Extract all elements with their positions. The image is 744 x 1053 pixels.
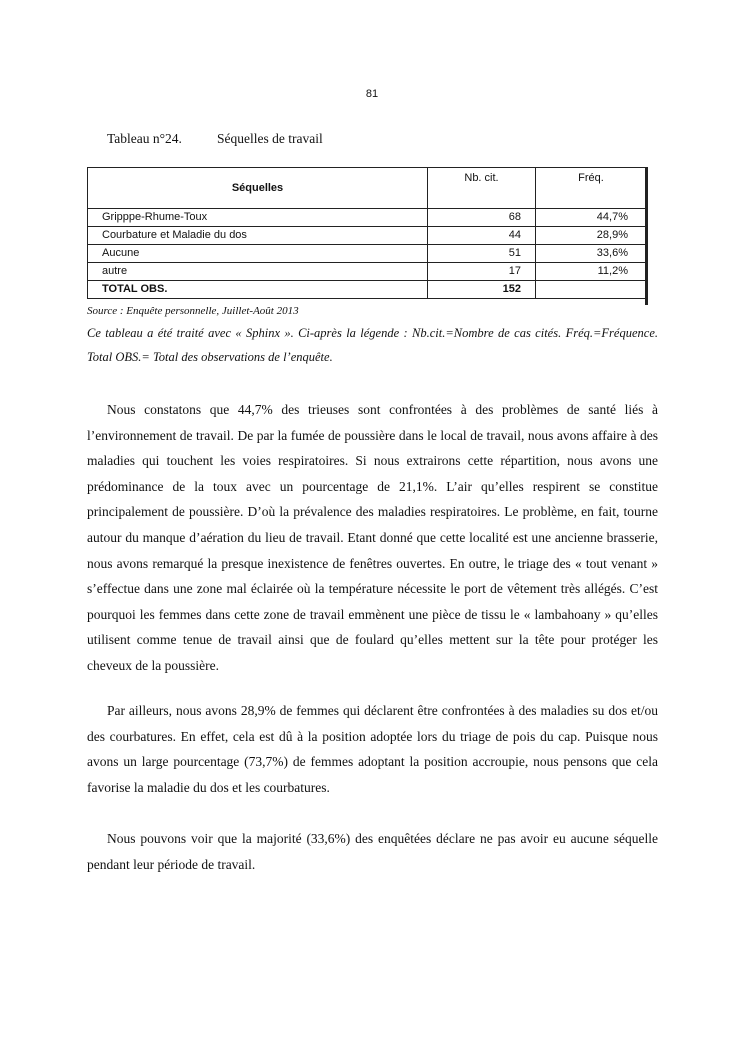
table-shadow-border	[645, 167, 648, 305]
paragraph-3: Nous pouvons voir que la majorité (33,6%) des enquêtées déclare ne pas avoir eu aucune séquelle pendant leur période de travail.	[87, 831, 658, 872]
table-total-row	[88, 281, 647, 299]
table-row	[88, 227, 647, 245]
row-nb: 17	[428, 263, 536, 281]
total-nb: 152	[428, 281, 536, 299]
row-nb: 68	[428, 209, 536, 227]
row-freq: 44,7%	[536, 209, 647, 227]
table-caption-label: Tableau n°24.	[107, 131, 182, 146]
table-row	[88, 263, 647, 281]
row-label: Aucune	[88, 245, 428, 263]
row-freq: 11,2%	[536, 263, 647, 281]
table-legend: Ce tableau a été traité avec « Sphinx ». Ci-après la légende : Nb.cit.=Nombre de cas cités. Fréq.=Fréquence. Total OBS.= Total des observations de l’enquête.	[87, 326, 658, 364]
row-nb: 44	[428, 227, 536, 245]
row-label: Courbature et Maladie du dos	[88, 227, 428, 245]
page-number: 81	[365, 88, 379, 100]
total-freq	[536, 281, 647, 299]
table-caption	[107, 131, 323, 147]
row-freq: 33,6%	[536, 245, 647, 263]
row-freq: 28,9%	[536, 227, 647, 245]
row-label: Gripppe-Rhume-Toux	[88, 209, 428, 227]
table-source: Source : Enquête personnelle, Juillet-Août 2013	[87, 305, 299, 317]
table-header-row	[88, 168, 647, 209]
header-freq: Fréq.	[536, 168, 647, 209]
paragraph-1: Nous constatons que 44,7% des trieuses sont confrontées à des problèmes de santé liés à l’environnement de travail. De par la fumée de poussière dans le local de travail, nous avons affaire à des maladies qui touchent les voies respiratoires. Si nous extrairons cette répartition, nous avons une prédominance de la toux avec un pourcentage de 21,1%. L’air qu’elles respirent se constitue principalement de poussière. D’où la prévalence des maladies respiratoires. Le problème, en fait, tourne autour du manque d’aération du lieu de travail. Etant donné que cette localité est une ancienne brasserie, nous avons remarqué la presque inexistence de fenêtres ouvertes. En outre, le triage des « tout venant » s’effectue dans une zone mal éclairée où la température nécessite le port de vêtement très allégés. C’est pourquoi les femmes dans cette zone de travail emmènent une pièce de tissu le « lambahoany » qu’elles utilisent comme tenue de travail ainsi que de foulard qu’elles mettent sur la tête pour protéger les cheveux de la poussière.	[87, 402, 658, 673]
row-nb: 51	[428, 245, 536, 263]
sequelles-table	[87, 167, 647, 299]
table-row	[88, 209, 647, 227]
header-nb-cit: Nb. cit.	[428, 168, 536, 209]
table-caption-title: Séquelles de travail	[217, 131, 323, 146]
total-label: TOTAL OBS.	[88, 281, 428, 299]
table-row	[88, 245, 647, 263]
header-sequelles: Séquelles	[88, 168, 428, 209]
paragraph-2: Par ailleurs, nous avons 28,9% de femmes qui déclarent être confrontées à des maladies su dos et/ou des courbatures. En effet, cela est dû à la position adoptée lors du triage de pois du cap. Puisque nous avons un large pourcentage (73,7%) de femmes adoptant la position accroupie, nous pensons que cela favorise la maladie du dos et les courbatures.	[87, 703, 658, 795]
row-label: autre	[88, 263, 428, 281]
